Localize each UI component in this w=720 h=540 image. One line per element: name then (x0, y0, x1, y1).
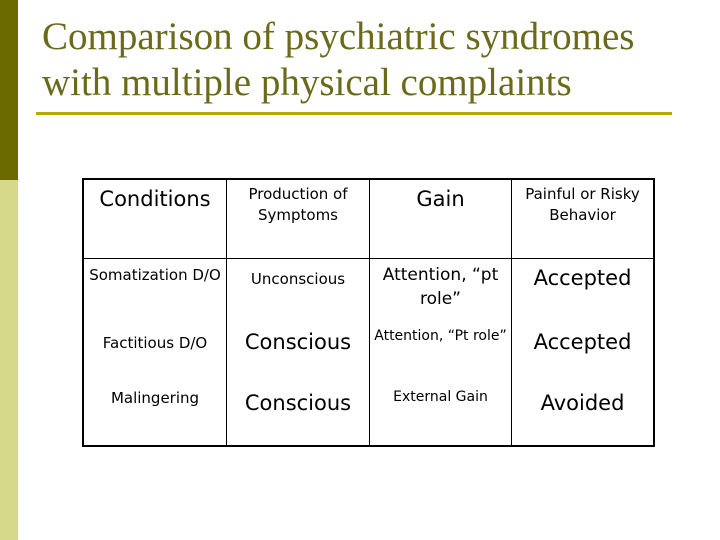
sidebar-accent-dark (0, 0, 18, 180)
header-painful-or-risky-behavior: Painful or Risky Behavior (512, 179, 655, 259)
table-cell-behavior: Accepted (512, 259, 655, 324)
table-cell-behavior: Avoided (512, 384, 655, 446)
table-cell-condition: Somatization D/O (89, 266, 221, 284)
header-conditions: Conditions (83, 179, 227, 259)
table-cell-gain: External Gain (370, 384, 512, 446)
header-production-of-symptoms: Production of Symptoms (227, 179, 370, 259)
title-underline (36, 112, 672, 115)
table-row (83, 259, 654, 324)
slide-title-line-2: with multiple physical complaints (42, 61, 572, 104)
table-cell-condition: Factitious D/O (102, 334, 208, 352)
sidebar-accent-light (0, 180, 18, 540)
table-cell-behavior: Accepted (512, 323, 655, 384)
table-cell-gain: Attention, “pt role” (370, 259, 512, 324)
table-row (83, 384, 654, 446)
table-cell-condition: Malingering (110, 389, 200, 407)
comparison-table (82, 178, 655, 447)
table-cell-production: Conscious (227, 384, 370, 446)
table-cell-production: Conscious (227, 323, 370, 384)
table-header-row (83, 179, 654, 259)
table-row (83, 323, 654, 384)
slide-title-line-1: Comparison of psychiatric syndromes (42, 15, 635, 58)
header-gain: Gain (370, 179, 512, 259)
table-cell-gain: Attention, “Pt role” (370, 323, 512, 384)
table-cell-production: Unconscious (227, 259, 370, 324)
slide-title (42, 14, 682, 106)
